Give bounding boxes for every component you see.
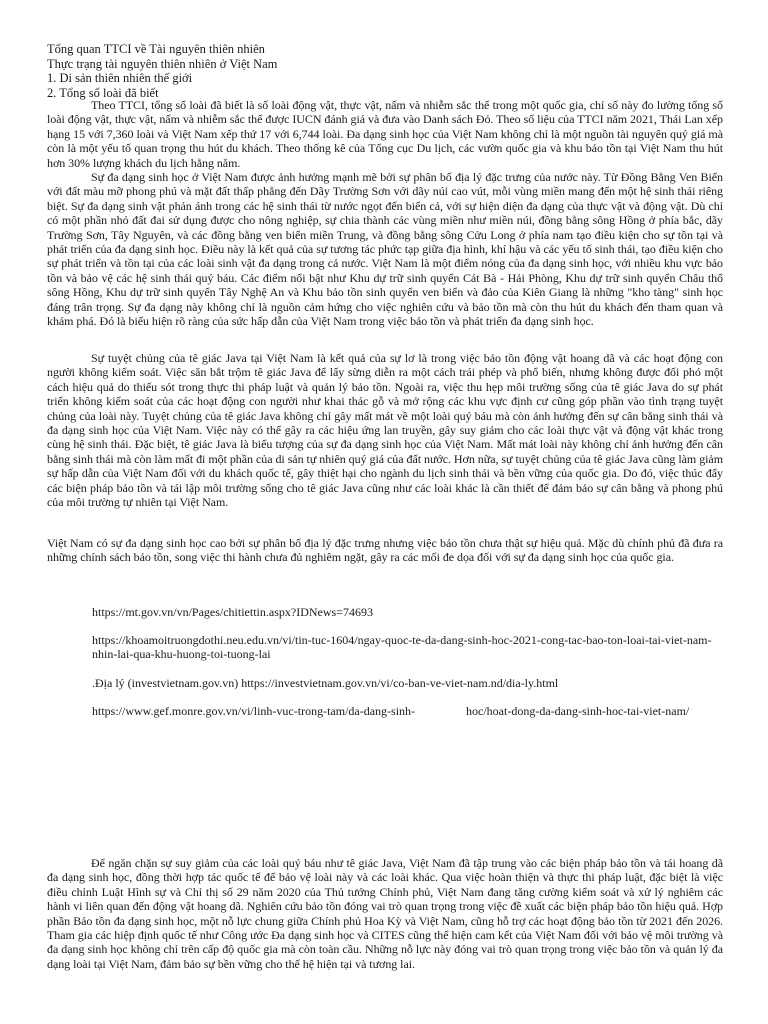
section-heading-1: 1. Di sản thiên nhiên thế giới: [47, 71, 193, 85]
reference-link[interactable]: https://mt.gov.vn/vn/Pages/chitiettin.aspx?IDNews=74693: [92, 605, 373, 619]
reference-link-part: hoc/hoat-dong-da-dang-sinh-hoc-tai-viet-nam/: [466, 704, 690, 718]
paragraph-java-rhino: Sự tuyệt chủng của tê giác Java tại Việt Nam là kết quả của sự lơ là trong việc bảo tồn động vật hoang dã và các hoạt động con người không kiểm soát. Việc săn bắt trộm tê giác Java để lấy sừng diễn ra một cách trái phép và phổ biến, nhưng không được đối phó một cách hiệu quả do thiếu sót trong thực thi pháp luật và quản lý bảo tồn. Ngoài ra, việc thu hẹp môi trường sống của tê giác Java do sự phát triển không kiểm soát của các hoạt động con người như khai thác gỗ và mở rộng các khu vực định cư cũng góp phần vào tình trạng tuyệt chủng của loài này. Tuyệt chủng của tê giác Java không chỉ gây mất mát về một loài quý báu mà còn ảnh hưởng đến sự cân bằng sinh thái và đa dạng sinh học của Việt Nam. Việc này có thể gây ra các hiệu ứng lan truyền, gây suy giảm cho các loài thực vật và động vật khác trong cùng hệ sinh thái. Đặc biệt, tê giác Java là biểu tượng của sự đa dạng sinh học của Việt Nam. Mất mát loài này không chỉ ảnh hưởng đến cân bằng sinh thái mà còn làm mất đi một phần của di sản tự nhiên quý giá của đất nước. Hơn nữa, sự tuyệt chủng của tê giác Java cũng làm giảm sự hấp dẫn của Việt Nam đối với du khách quốc tế, gây thiệt hại cho ngành du lịch sinh thái và bền vững của quốc gia. Do đó, việc thúc đẩy các biện pháp bảo tồn và tái lập môi trường sống cho tê giác Java cũng như các loài khác là cần thiết để đảm bảo sự cân bằng và phong phú của môi trường tự nhiên tại Việt Nam.: [47, 351, 723, 510]
reference-link[interactable]: [92, 704, 728, 718]
section-heading-2: 2. Tổng số loài đã biết: [47, 85, 159, 100]
document-subtitle: Thực trạng tài nguyên thiên nhiên ở Việt Nam: [47, 56, 278, 71]
paragraph-geography-biodiversity: Sự đa dạng sinh học ở Việt Nam được ảnh hưởng mạnh mẽ bởi sự phân bố địa lý đặc trưng của nước này. Từ Đồng Bằng Ven Biển với đất màu mỡ phong phú và mặt đất thấp phẳng đến Dãy Trường Sơn với dãy núi cao vút, mỗi vùng miền mang đến một hệ sinh thái riêng biệt. Sự đa dạng sinh vật phản ánh trong các hệ sinh thái từ nước ngọt đến biển cả, với sự hiện diện đa dạng của thực vật và động vật. Dù chỉ có một phần nhỏ đất đai sử dụng được cho nông nghiệp, sự chia thành các vùng miền như miền núi, đồng bằng sông Hồng ở phía bắc, dãy Trường Sơn, Tây Nguyên, và các đồng bằng ven biển miền Trung, và đồng bằng sông Cửu Long ở phía nam tạo điều kiện cho sự tồn tại và phát triển của đa dạng sinh học. Điều này là kết quả của sự tương tác phức tạp giữa địa hình, khí hậu và các yếu tố sinh thái, tạo điều kiện cho sự phát triển và tồn tại của các loài sinh vật đa dạng trong cả nước. Việt Nam là một điểm nóng của đa dạng sinh học, với nhiều khu vực bảo tồn và bảo vệ các hệ sinh thái quý báu. Các điểm nổi bật như Khu dự trữ sinh quyển Cát Bà - Hải Phòng, Khu dự trữ sinh quyển Châu thổ sông Hồng, Khu dự trữ sinh quyển Tây Nghệ An và Khu bảo tồn sinh quyển ven biển và đảo của Kiên Giang là những "kho tàng" sinh học đáng trân trọng. Sự đa dạng này không chỉ là nguồn cảm hứng cho việc nghiên cứu và bảo tồn mà còn thu hút du khách đến tham quan và khám phá. Đó là biểu hiện rõ ràng của sức hấp dẫn của Việt Nam trong việc bảo tồn và phát triển đa dạng sinh học.: [47, 170, 723, 329]
reference-link-part: https://www.gef.monre.gov.vn/vi/linh-vuc-trong-tam/da-dang-sinh-: [92, 704, 416, 718]
paragraph-ttci-species: Theo TTCI, tổng số loài đã biết là số loài động vật, thực vật, nấm và nhiễm sắc thể trong một quốc gia, chỉ số này đo lường tổng số loài động vật, thực vật, nấm và nhiễm sắc thể được IUCN đánh giá và đưa vào Danh sách Đỏ. Theo số liệu của TTCI năm 2021, Thái Lan xếp hạng 15 với 7,360 loài và Việt Nam xếp thứ 17 với 6,744 loài. Đa dạng sinh học của Việt Nam không chỉ là một nguồn tài nguyên quý giá mà còn là một yếu tố quan trọng thu hút du khách. Theo thống kê của Tổng cục Du lịch, các vườn quốc gia và khu bảo tồn tại Việt Nam thu hút hơn 30% lượng khách du lịch hằng năm.: [47, 98, 723, 170]
reference-link[interactable]: https://khoamoitruongdothi.neu.edu.vn/vi/tin-tuc-1604/ngay-quoc-te-da-dang-sinh-hoc-2021-cong-tac-bao-ton-loai-tai-viet-nam-nhin-lai-qua-khu-huong-toi-tuong-lai: [92, 633, 712, 662]
document-header: [47, 42, 727, 100]
reference-link[interactable]: .Địa lý (investvietnam.gov.vn) https://investvietnam.gov.vn/vi/co-ban-ve-viet-nam.nd/dia-ly.html: [92, 676, 559, 690]
paragraph-conservation-summary: Việt Nam có sự đa dạng sinh học cao bởi sự phân bố địa lý đặc trưng nhưng việc bảo tồn chưa thật sự hiệu quả. Mặc dù chính phủ đã đưa ra những chính sách bảo tồn, song việc thi hành chưa đủ nghiêm ngặt, gây ra các mối đe dọa đối với sự đa dạng sinh học của quốc gia.: [47, 536, 723, 565]
document-title: Tổng quan TTCI về Tài nguyên thiên nhiên: [47, 42, 265, 56]
paragraph-protection-measures: Để ngăn chặn sự suy giảm của các loài quý báu như tê giác Java, Việt Nam đã tập trung vào các biện pháp bảo tồn và tái hoang dã đa dạng sinh học, đồng thời hợp tác quốc tế để bảo vệ loài này và các loài khác. Qua việc hoàn thiện và thực thi pháp luật, đặc biệt là việc điều chỉnh Luật Hình sự và Chỉ thị số 29 năm 2020 của Thủ tướng Chính phủ, Việt Nam đang tăng cường kiểm soát và xử lý nghiêm các hành vi liên quan đến động vật hoang dã. Nghiên cứu bảo tồn đóng vai trò quan trọng trong việc đề xuất các biện pháp bảo tồn hiệu quả. Hợp phần Bảo tồn đa dạng sinh học, một nỗ lực chung giữa Chính phủ Hoa Kỳ và Việt Nam, cũng hỗ trợ các hoạt động bảo tồn từ 2021 đến 2026. Tham gia các hiệp định quốc tế như Công ước Đa dạng sinh học và CITES cũng thể hiện cam kết của Việt Nam đối với bảo vệ môi trường và đa dạng sinh học không chỉ trên cấp độ quốc gia mà còn toàn cầu. Những nỗ lực này đóng vai trò quan trọng trong việc bảo tồn và quản lý đa dạng loài tại Việt Nam, đảm bảo sự bền vững cho thế hệ hiện tại và tương lai.: [47, 856, 723, 971]
